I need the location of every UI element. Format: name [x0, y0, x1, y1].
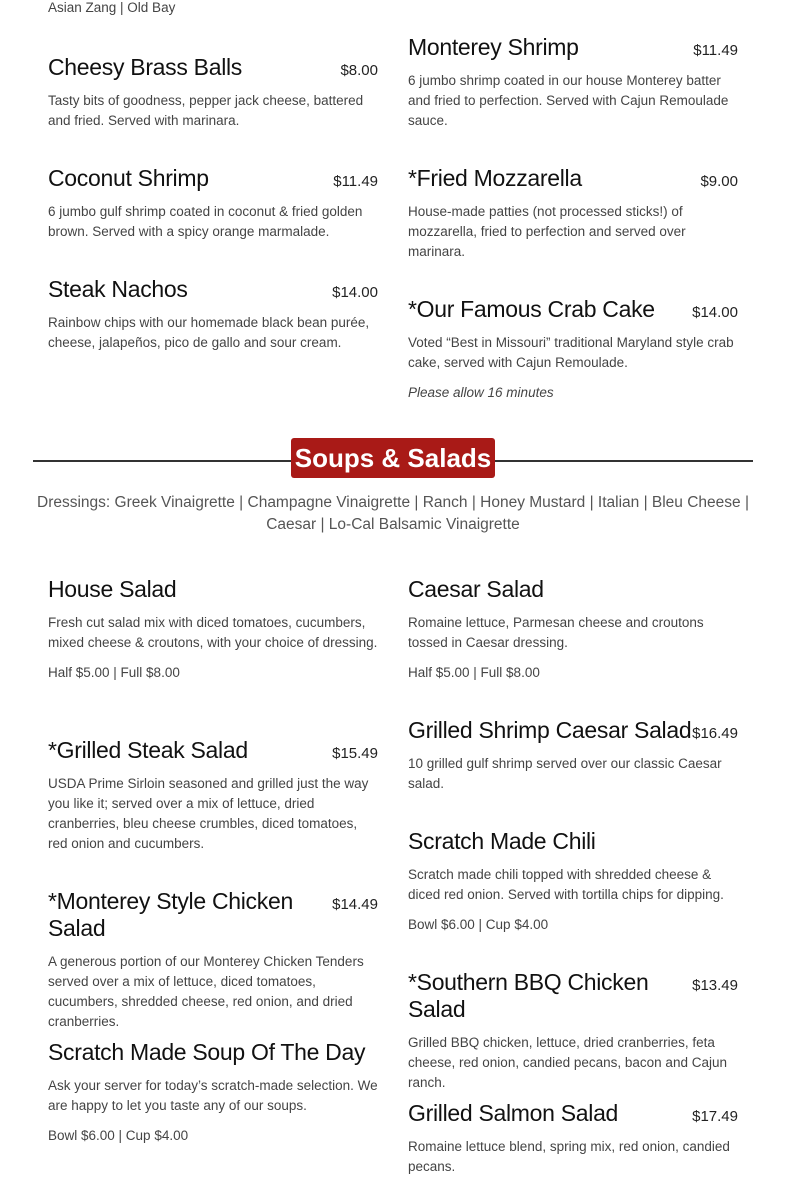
item-name: Grilled Shrimp Caesar Salad	[408, 717, 692, 743]
item-name: Grilled Salmon Salad	[408, 1100, 619, 1126]
item-price: $13.49	[692, 977, 738, 994]
item-name: Monterey Shrimp	[408, 34, 579, 60]
dressings-list: Dressings: Greek Vinaigrette | Champagne Vinaigrette | Ranch | Honey Mustard | Italian | Bleu Cheese | Caesar | Lo-Cal Balsamic Vinaigrette	[37, 494, 749, 533]
menu-item	[408, 1100, 738, 1177]
item-name: Scratch Made Chili	[408, 828, 596, 854]
item-name: Coconut Shrimp	[48, 165, 209, 191]
item-description: Tasty bits of goodness, pepper jack cheese, battered and fried. Served with marinara.	[48, 93, 364, 128]
item-description: Ask your server for today’s scratch-made selection. We are happy to let you taste any of our soups.	[48, 1078, 378, 1113]
item-price: $14.00	[332, 284, 378, 301]
item-price: $14.00	[692, 304, 738, 321]
item-price: $16.49	[692, 725, 738, 742]
appetizer-tag-line: Asian Zang | Old Bay	[48, 0, 176, 15]
item-name: *Monterey Style Chicken Salad	[48, 888, 293, 941]
item-name: Scratch Made Soup Of The Day	[48, 1039, 366, 1065]
menu-item	[48, 576, 378, 683]
item-note: Bowl $6.00 | Cup $4.00	[408, 917, 549, 932]
item-description: 10 grilled gulf shrimp served over our classic Caesar salad.	[408, 756, 722, 791]
item-note: Half $5.00 | Full $8.00	[408, 665, 540, 680]
item-price: $14.49	[332, 896, 378, 913]
item-description: Voted “Best in Missouri” traditional Maryland style crab cake, served with Cajun Remoulade.	[408, 335, 734, 370]
item-price: $9.00	[700, 173, 738, 190]
item-description: Romaine lettuce, Parmesan cheese and croutons tossed in Caesar dressing.	[408, 615, 704, 650]
menu-item	[48, 1039, 378, 1146]
item-name: *Southern BBQ Chicken Salad	[408, 969, 649, 1022]
item-note: Bowl $6.00 | Cup $4.00	[48, 1128, 189, 1143]
menu-item	[408, 34, 738, 131]
item-description: Romaine lettuce blend, spring mix, red onion, candied pecans.	[408, 1139, 730, 1174]
item-price: $15.49	[332, 745, 378, 762]
item-description: 6 jumbo shrimp coated in our house Monterey batter and fried to perfection. Served with Cajun Remoulade sauce.	[408, 73, 729, 128]
item-price: $11.49	[333, 173, 378, 190]
item-description: Fresh cut salad mix with diced tomatoes, cucumbers, mixed cheese & croutons, with your choice of dressing.	[48, 615, 378, 650]
item-description: Grilled BBQ chicken, lettuce, dried cranberries, feta cheese, red onion, candied pecans, bacon and Cajun ranch.	[408, 1035, 727, 1090]
item-description: Scratch made chili topped with shredded cheese & diced red onion. Served with tortilla chips for dipping.	[408, 867, 724, 902]
item-name: House Salad	[48, 576, 177, 602]
item-note: Please allow 16 minutes	[408, 385, 554, 400]
item-name: Caesar Salad	[408, 576, 544, 602]
menu-item	[48, 276, 378, 353]
menu-item	[48, 165, 378, 242]
menu-item	[408, 165, 738, 262]
menu-item	[48, 54, 378, 131]
menu-item	[408, 969, 738, 1093]
menu-item	[408, 828, 738, 935]
item-price: $8.00	[340, 62, 378, 79]
menu-item	[408, 717, 738, 794]
item-name: *Our Famous Crab Cake	[408, 296, 655, 322]
item-description: House-made patties (not processed sticks!) of mozzarella, fried to perfection and served over marinara.	[408, 204, 686, 259]
item-note: Half $5.00 | Full $8.00	[48, 665, 180, 680]
item-price: $11.49	[693, 42, 738, 59]
item-description: 6 jumbo gulf shrimp coated in coconut & fried golden brown. Served with a spicy orange marmalade.	[48, 204, 363, 239]
item-name: Steak Nachos	[48, 276, 188, 302]
menu-item	[48, 888, 378, 1032]
item-name: Cheesy Brass Balls	[48, 54, 243, 80]
item-description: Rainbow chips with our homemade black bean purée, cheese, jalapeños, pico de gallo and sour cream.	[48, 315, 370, 350]
menu-item	[48, 737, 378, 854]
menu-item	[408, 296, 738, 403]
item-name: *Fried Mozzarella	[408, 165, 582, 191]
item-description: USDA Prime Sirloin seasoned and grilled just the way you like it; served over a mix of lettuce, dried cranberries, bleu cheese crumbles, diced tomatoes, red onion and cucumbers.	[48, 776, 369, 851]
item-description: A generous portion of our Monterey Chicken Tenders served over a mix of lettuce, diced tomatoes, cucumbers, shredded cheese, red onion, and dried cranberries.	[48, 954, 364, 1029]
item-name: *Grilled Steak Salad	[48, 737, 248, 763]
section-title: Soups & Salads	[291, 438, 495, 478]
menu-item	[408, 576, 738, 683]
item-price: $17.49	[692, 1108, 738, 1125]
